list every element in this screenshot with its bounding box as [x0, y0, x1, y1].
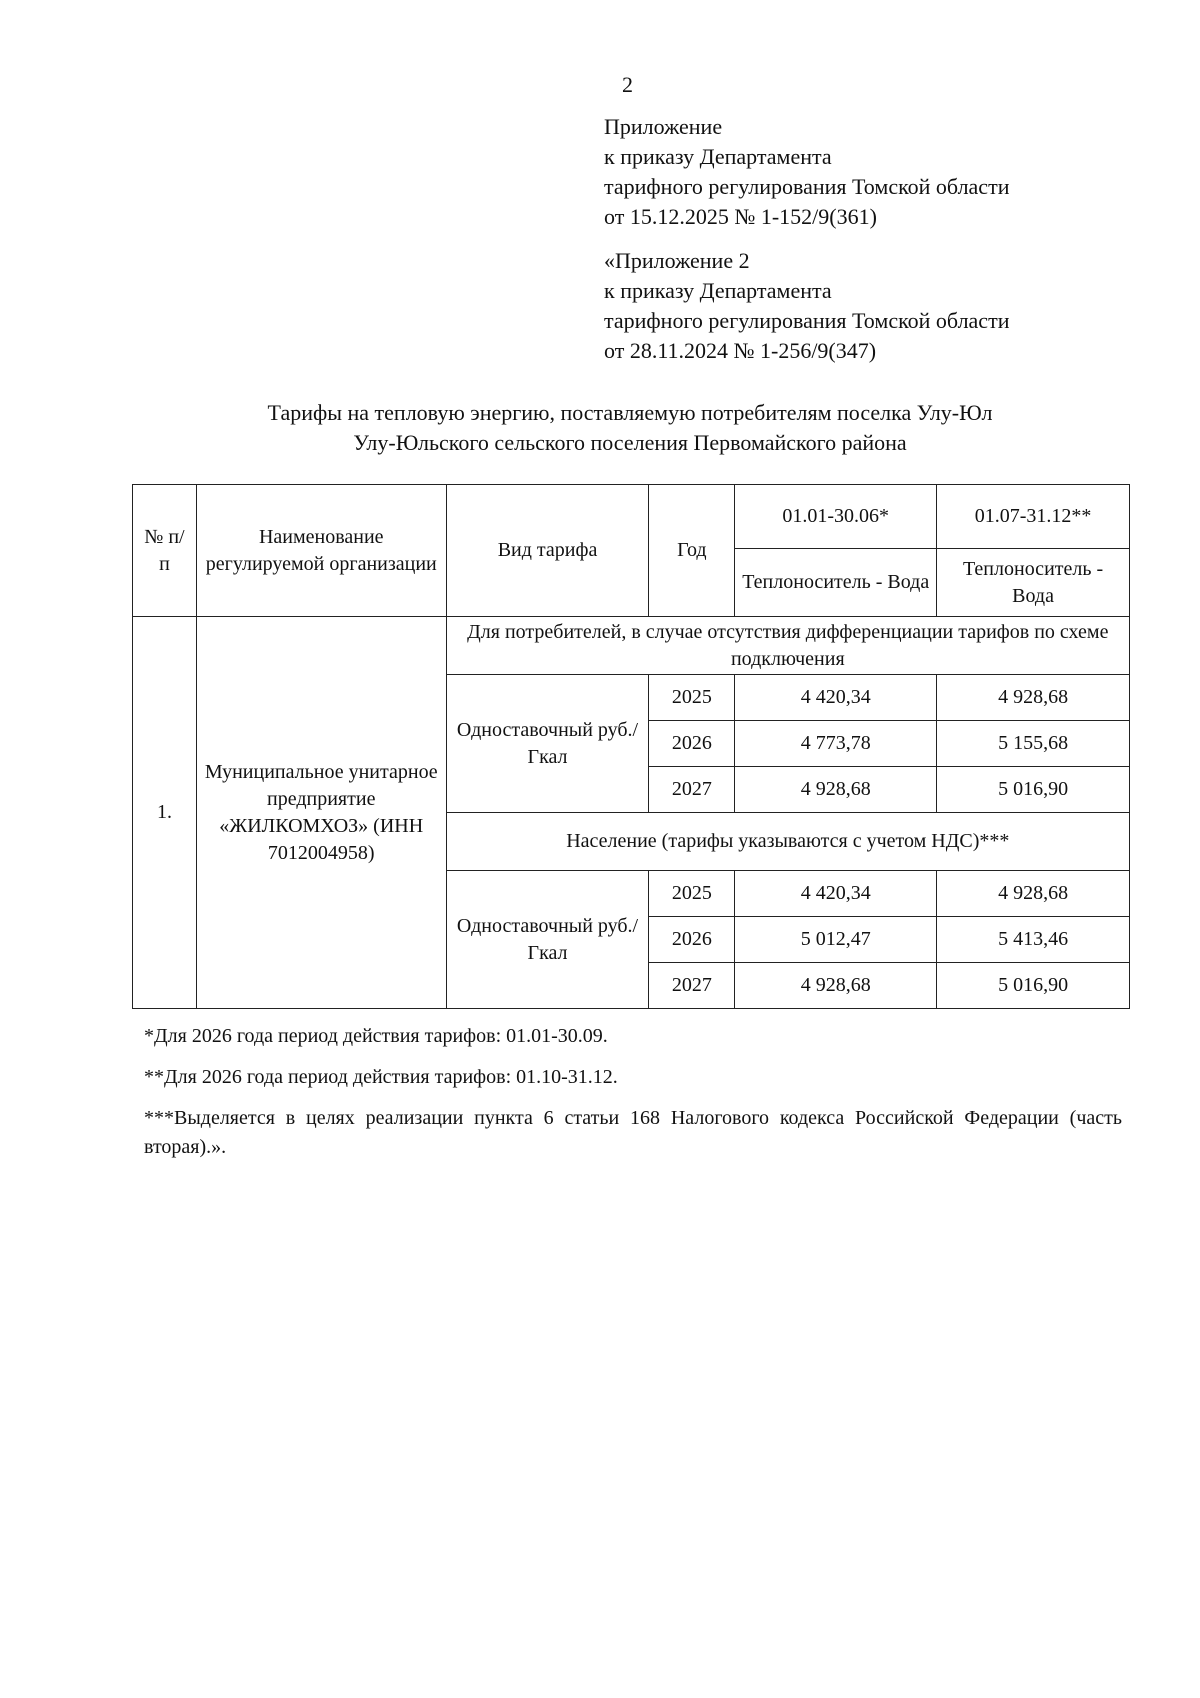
section-title: Население (тарифы указываются с учетом НДС)***	[446, 813, 1129, 871]
appendix-header-original	[604, 246, 1009, 366]
appendix-line: от 15.12.2025 № 1-152/9(361)	[604, 204, 877, 229]
appendix-line: к приказу Департамента	[604, 144, 832, 169]
footnote: **Для 2026 года период действия тарифов: 01.10-31.12.	[144, 1066, 618, 1088]
header-carrier-2: Теплоноситель - Вода	[937, 549, 1130, 617]
header-year: Год	[649, 485, 735, 617]
header-organization: Наименование регулируемой организации	[196, 485, 446, 617]
value-cell: 5 016,90	[937, 767, 1130, 813]
appendix-line: к приказу Департамента	[604, 278, 832, 303]
value-cell: 5 413,46	[937, 917, 1130, 963]
title-line: Тарифы на тепловую энергию, поставляемую потребителям поселка Улу-Юл	[267, 400, 993, 425]
year-cell: 2026	[649, 721, 735, 767]
appendix-line: тарифного регулирования Томской области	[604, 308, 1010, 333]
appendix-line: «Приложение 2	[604, 248, 750, 273]
footnote: ***Выделяется в целях реализации пункта 6 статьи 168 Налогового кодекса Российской Федерации (часть вторая).».	[144, 1107, 1122, 1158]
value-cell: 4 928,68	[937, 675, 1130, 721]
year-cell: 2027	[649, 963, 735, 1009]
title-line: Улу-Юльского сельского поселения Первомайского района	[353, 430, 907, 455]
value-cell: 4 420,34	[735, 871, 937, 917]
year-cell: 2025	[649, 871, 735, 917]
value-cell: 5 155,68	[937, 721, 1130, 767]
header-period-1: 01.01-30.06*	[735, 485, 937, 549]
page-number: 2	[622, 72, 633, 97]
value-cell: 4 928,68	[937, 871, 1130, 917]
section-title: Для потребителей, в случае отсутствия дифференциации тарифов по схеме подключения	[446, 617, 1129, 675]
tariff-type: Одноставочный руб./Гкал	[446, 675, 649, 813]
header-tariff-type: Вид тарифа	[446, 485, 649, 617]
value-cell: 5 012,47	[735, 917, 937, 963]
year-cell: 2025	[649, 675, 735, 721]
tariff-type: Одноставочный руб./Гкал	[446, 871, 649, 1009]
appendix-header-current	[604, 112, 1009, 232]
year-cell: 2026	[649, 917, 735, 963]
header-num: № п/п	[133, 485, 197, 617]
header-period-2: 01.07-31.12**	[937, 485, 1130, 549]
value-cell: 4 420,34	[735, 675, 937, 721]
year-cell: 2027	[649, 767, 735, 813]
row-number: 1.	[133, 617, 197, 1009]
value-cell: 4 773,78	[735, 721, 937, 767]
appendix-line: Приложение	[604, 114, 723, 139]
appendix-line: от 28.11.2024 № 1-256/9(347)	[604, 338, 877, 363]
value-cell: 4 928,68	[735, 767, 937, 813]
footnotes	[144, 1022, 1122, 1174]
value-cell: 4 928,68	[735, 963, 937, 1009]
value-cell: 5 016,90	[937, 963, 1130, 1009]
document-title	[130, 398, 1130, 458]
organization-name: Муниципальное унитарное предприятие «ЖИЛКОМХОЗ» (ИНН 7012004958)	[196, 617, 446, 1009]
header-carrier-1: Теплоноситель - Вода	[735, 549, 937, 617]
tariff-table	[132, 484, 1130, 1009]
footnote: *Для 2026 года период действия тарифов: 01.01-30.09.	[144, 1025, 608, 1047]
appendix-line: тарифного регулирования Томской области	[604, 174, 1010, 199]
